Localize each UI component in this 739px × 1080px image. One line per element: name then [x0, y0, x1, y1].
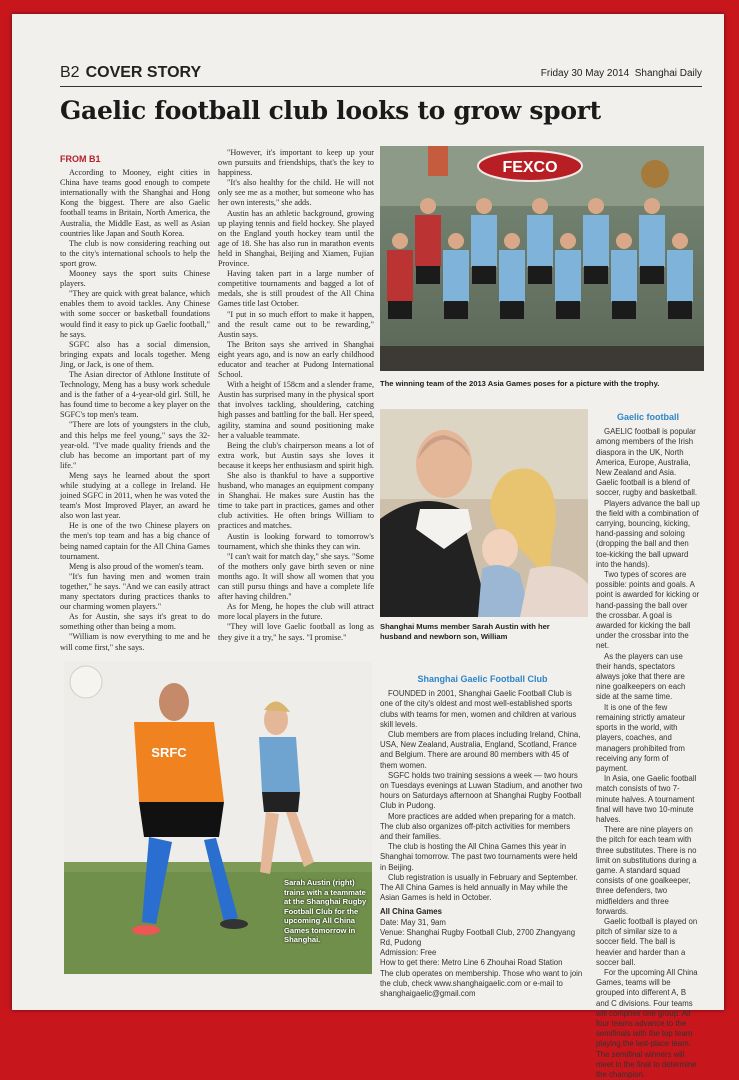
player-head: [476, 198, 492, 214]
paragraph: Players advance the ball up the field with a combination of carrying, bouncing, kicking, hand-passing and soloing (dropping the ball and then toe-kicking the ball upward into the hands).: [596, 498, 700, 569]
paragraph: SGFC also has a social dimension, bringing expats and locals together. Meng Jing, or Jack, is one of them.: [60, 339, 210, 369]
paragraph: More practices are added when preparing for a match. The club also organizes off-pitch activities for members and their families.: [380, 811, 576, 842]
player-shorts: [584, 266, 608, 284]
section-label: COVER STORY: [85, 64, 202, 81]
paragraph: Having taken part in a large number of competitive tournaments and bagged a lot of medals, she is still proudest of the All China Games title last October.: [218, 269, 374, 309]
paragraph: He is one of the two Chinese players on the men's top team and has a big chance of being named captain for the All China Games tournament.: [60, 521, 210, 561]
paragraph: SGFC holds two training sessions a week — two hours on Tuesdays evenings at Luwan Stadium, and another two hours on Saturdays afternoon at Shanghai Rugby Football Club in Pudong.: [380, 770, 583, 811]
section-title: [60, 64, 201, 82]
gaelic-football-box: [596, 412, 700, 1079]
paragraph: "They will love Gaelic football as long as they give it a try," he says. "I promise.": [218, 622, 374, 642]
player-head: [560, 233, 576, 249]
player-jersey: [443, 250, 469, 302]
paragraph: Meng says he learned about the sport while studying at a college in Ireland. He joined SGFC in 2011, when he was voted the team's Most Improved Player, an award he also won last year.: [60, 470, 210, 521]
paragraph: The club is now considering reaching out to the city's international schools to help the sport grow.: [60, 238, 210, 268]
newspaper-page: [12, 14, 724, 1079]
family-photo: [380, 409, 588, 617]
paragraph: According to Mooney, eight cities in China have teams good enough to compete internationally with the Shanghai and Hong Kong the biggest. There are also Gaelic football teams in Britain, North America, the Australia, the Middle East, as well as Asian countries like Japan and South Korea.: [60, 168, 210, 238]
date-text: Friday 30 May 2014: [540, 68, 630, 79]
headline: Gaelic football club looks to grow sport: [60, 96, 601, 125]
paragraph: For the upcoming All China Games, teams will be grouped into different A, B and C divisions. Four teams will comprise one group. All four teams advance to the semifinals with the top team playing the last-place team. The semifinal winners will meet in the final to determine the champion.: [596, 967, 698, 1079]
player-jersey: [387, 250, 413, 302]
paragraph: Austin has an athletic background, growing up playing tennis and field hockey. She played on the England youth hockey team until the age of 18. She has also run in marathon events held in Shanghai, Beijing and Xiamen, Fujian Province.: [218, 208, 374, 269]
article-column-1: [60, 154, 210, 719]
paragraph: FOUNDED in 2001, Shanghai Gaelic Football Club is one of the city's oldest and most well-established sports clubs with teams for men, women and children at various skill levels.: [380, 689, 577, 729]
paragraph: "It's fun having men and women train together," he says. "And we can easily attract many spectators during practices thanks to our charming women players.": [60, 571, 210, 612]
club-info-box: [380, 674, 585, 1004]
player-shorts: [416, 266, 440, 284]
player-jersey: [471, 215, 497, 267]
player-head: [448, 233, 464, 249]
player-jersey: [583, 215, 609, 267]
player-jersey: [527, 215, 553, 267]
club-box-title: Shanghai Gaelic Football Club: [417, 674, 548, 684]
paragraph: Gaelic football is played on pitch of similar size to a soccer field. The ball is heavier and harder than a soccer ball.: [596, 916, 698, 967]
paragraph: Mooney says the sport suits Chinese players.: [60, 269, 210, 289]
player-head: [672, 233, 688, 249]
player-head: [644, 198, 660, 214]
player-shorts: [388, 301, 412, 319]
paragraph: Admission: Free: [380, 948, 437, 958]
player-head: [420, 198, 436, 214]
player-jersey: [555, 250, 581, 302]
paragraph: Being the club's chairperson means a lot of extra work, but Austin says she loves it because it keeps her enthusiasm and spirit high.: [218, 440, 374, 470]
player-jersey: [611, 250, 637, 302]
vest-logo: SRFC: [151, 745, 187, 760]
paragraph: "I put in so much effort to make it happen, and the result came out to be rewarding," Austin says.: [218, 309, 374, 339]
paragraph: The Briton says she arrived in Shanghai eight years ago, and is now an early childhood educator and teacher at Pudong International School.: [218, 339, 374, 380]
paragraph: As the players can use their hands, spectators always joke that there are nine goalkeepers on each side at the same time.: [596, 651, 686, 702]
paragraph: With a height of 158cm and a slender frame, Austin has surprised many in the physical sport that involves tackling, shouldering, catching high passes and battling for the ball. Her speed, agility, stamina and sound positioning make her a valuable teammate.: [218, 380, 374, 440]
paragraph: "William is now everything to me and he will come first," she says.: [60, 632, 210, 652]
paragraph: Two types of scores are possible: points and goals. A point is awarded for kicking or hand-passing the ball over the crossbar. A goal is awarded for kicking the ball under the crossbar into the net.: [596, 570, 700, 651]
sponsor-sign: FEXCO: [502, 159, 558, 176]
paragraph: It is one of the few remaining strictly amateur sports in the world, with players, coaches, and managers prohibited from receiving any form of payment.: [596, 702, 686, 773]
player-jersey: [499, 250, 525, 302]
player-shorts: [612, 301, 636, 319]
paper-name: Shanghai Daily: [634, 68, 702, 79]
paragraph: GAELIC football is popular among members of the Irish diaspora in the UK, North America, Europe, Australia, New Zealand and Asia. Gaelic football is a blend of soccer, rugby and basketball.: [596, 427, 697, 498]
paragraph: The club operates on membership. Those who want to join the club, check www.shanghaigaelic.com or e-mail to shanghaigaelic@gmail.com: [380, 968, 583, 999]
player-shorts: [528, 266, 552, 284]
paragraph: Date: May 31, 9am: [380, 917, 446, 927]
player-jersey: [639, 215, 665, 267]
page-header: [60, 58, 702, 87]
player-head: [616, 233, 632, 249]
page-number: B2: [60, 64, 80, 81]
player-jersey: [415, 215, 441, 267]
paragraph: "There are lots of youngsters in the club, and this helps me feel young," says the 32-year-old. "I've made quality friends and the club has become an important part of my life.": [60, 420, 210, 470]
paragraph: Club registration is usually in February and September. The All China Games is held annually in May while the Asian Games is held in October.: [380, 872, 578, 903]
paragraph: "They are quick with great balance, which enables them to avoid tackles. Any Chinese with some soccer or basketball foundations would find it easy to pick up Gaelic football," he says.: [60, 289, 211, 339]
player-jersey: [667, 250, 693, 302]
training-photo-caption: Sarah Austin (right) trains with a teammate at the Shanghai Rugby Football Club for the upcoming All China Games tomorrow in Shanghai.: [284, 878, 367, 944]
article-column-2: [218, 148, 374, 701]
paragraph: As for Austin, she says it's great to do something other than being a mom.: [60, 612, 210, 632]
player-shorts: [500, 301, 524, 319]
paragraph: "However, it's important to keep up your own pursuits and friendships, that's the key to happiness.: [218, 148, 374, 178]
issue-date: [541, 68, 702, 79]
team-photo: [380, 146, 704, 371]
player-shorts: [668, 301, 692, 319]
paragraph: In Asia, one Gaelic football match consists of two 7-minute halves. A tournament final will have two 10-minute halves.: [596, 774, 697, 824]
event-subheading: All China Games: [380, 907, 442, 917]
paragraph: How to get there: Metro Line 6 Zhouhai Road Station: [380, 958, 563, 968]
paragraph: Austin is looking forward to tomorrow's tournament, which she thinks they can win.: [218, 531, 374, 551]
paragraph: There are nine players on the pitch for each team with three substitutes. There is no limit on substitutions during a game. A standard squad consists of one goalkeeper, three defenders, two midfielders and three forwards.: [596, 825, 697, 916]
gaelic-box-title: Gaelic football: [616, 412, 679, 422]
paragraph: Venue: Shanghai Rugby Football Club, 2700 Zhangyang Rd, Pudong: [380, 927, 576, 948]
paragraph: Club members are from places including Ireland, China, USA, New Zealand, Australia, England, Scotland, France and Belgium. There are around 80 members with 45 of them women.: [380, 730, 581, 770]
player-head: [532, 198, 548, 214]
player-head: [588, 198, 604, 214]
player-shorts: [472, 266, 496, 284]
paragraph: Meng is also proud of the women's team.: [69, 561, 204, 571]
player-head: [392, 233, 408, 249]
paragraph: The Asian director of Athlone Institute of Technology, Meng has a busy work schedule and is the father of a 4-year-old girl. Still, he has found time to become a key player on the SGFC's top men's team.: [60, 369, 210, 420]
player-shorts: [444, 301, 468, 319]
paragraph: As for Meng, he hopes the club will attract more local players in the future.: [218, 602, 374, 622]
family-photo-caption: Shanghai Mums member Sarah Austin with her husband and newborn son, William: [380, 622, 550, 641]
family-photo-image: [380, 409, 588, 617]
player-shorts: [640, 266, 664, 284]
continued-from: FROM B1: [60, 154, 101, 164]
paragraph: She also is thankful to have a supportive husband, who manages an equipment company in Shanghai. He makes sure Austin has the time to take part in practices, games and other club activities. He often brings William to practices and matches.: [218, 471, 374, 531]
team-photo-caption: The winning team of the 2013 Asia Games poses for a picture with the trophy.: [380, 379, 660, 388]
player-shorts: [556, 301, 580, 319]
player-head: [504, 233, 520, 249]
paragraph: "I can't wait for match day," she says. "Some of the mothers only gave birth seven or nine months ago. It will show all women that you can still pursu things and have a complete life after having children.": [218, 551, 374, 602]
paragraph: "It's also healthy for the child. He will not only see me as a mother, but someone who has her own interests," she adds.: [218, 178, 374, 208]
team-photo-image: [380, 146, 704, 371]
paragraph: The club is hosting the All China Games this year in Shanghai tomorrow. The past two tournaments were held in Beijing.: [380, 842, 578, 872]
